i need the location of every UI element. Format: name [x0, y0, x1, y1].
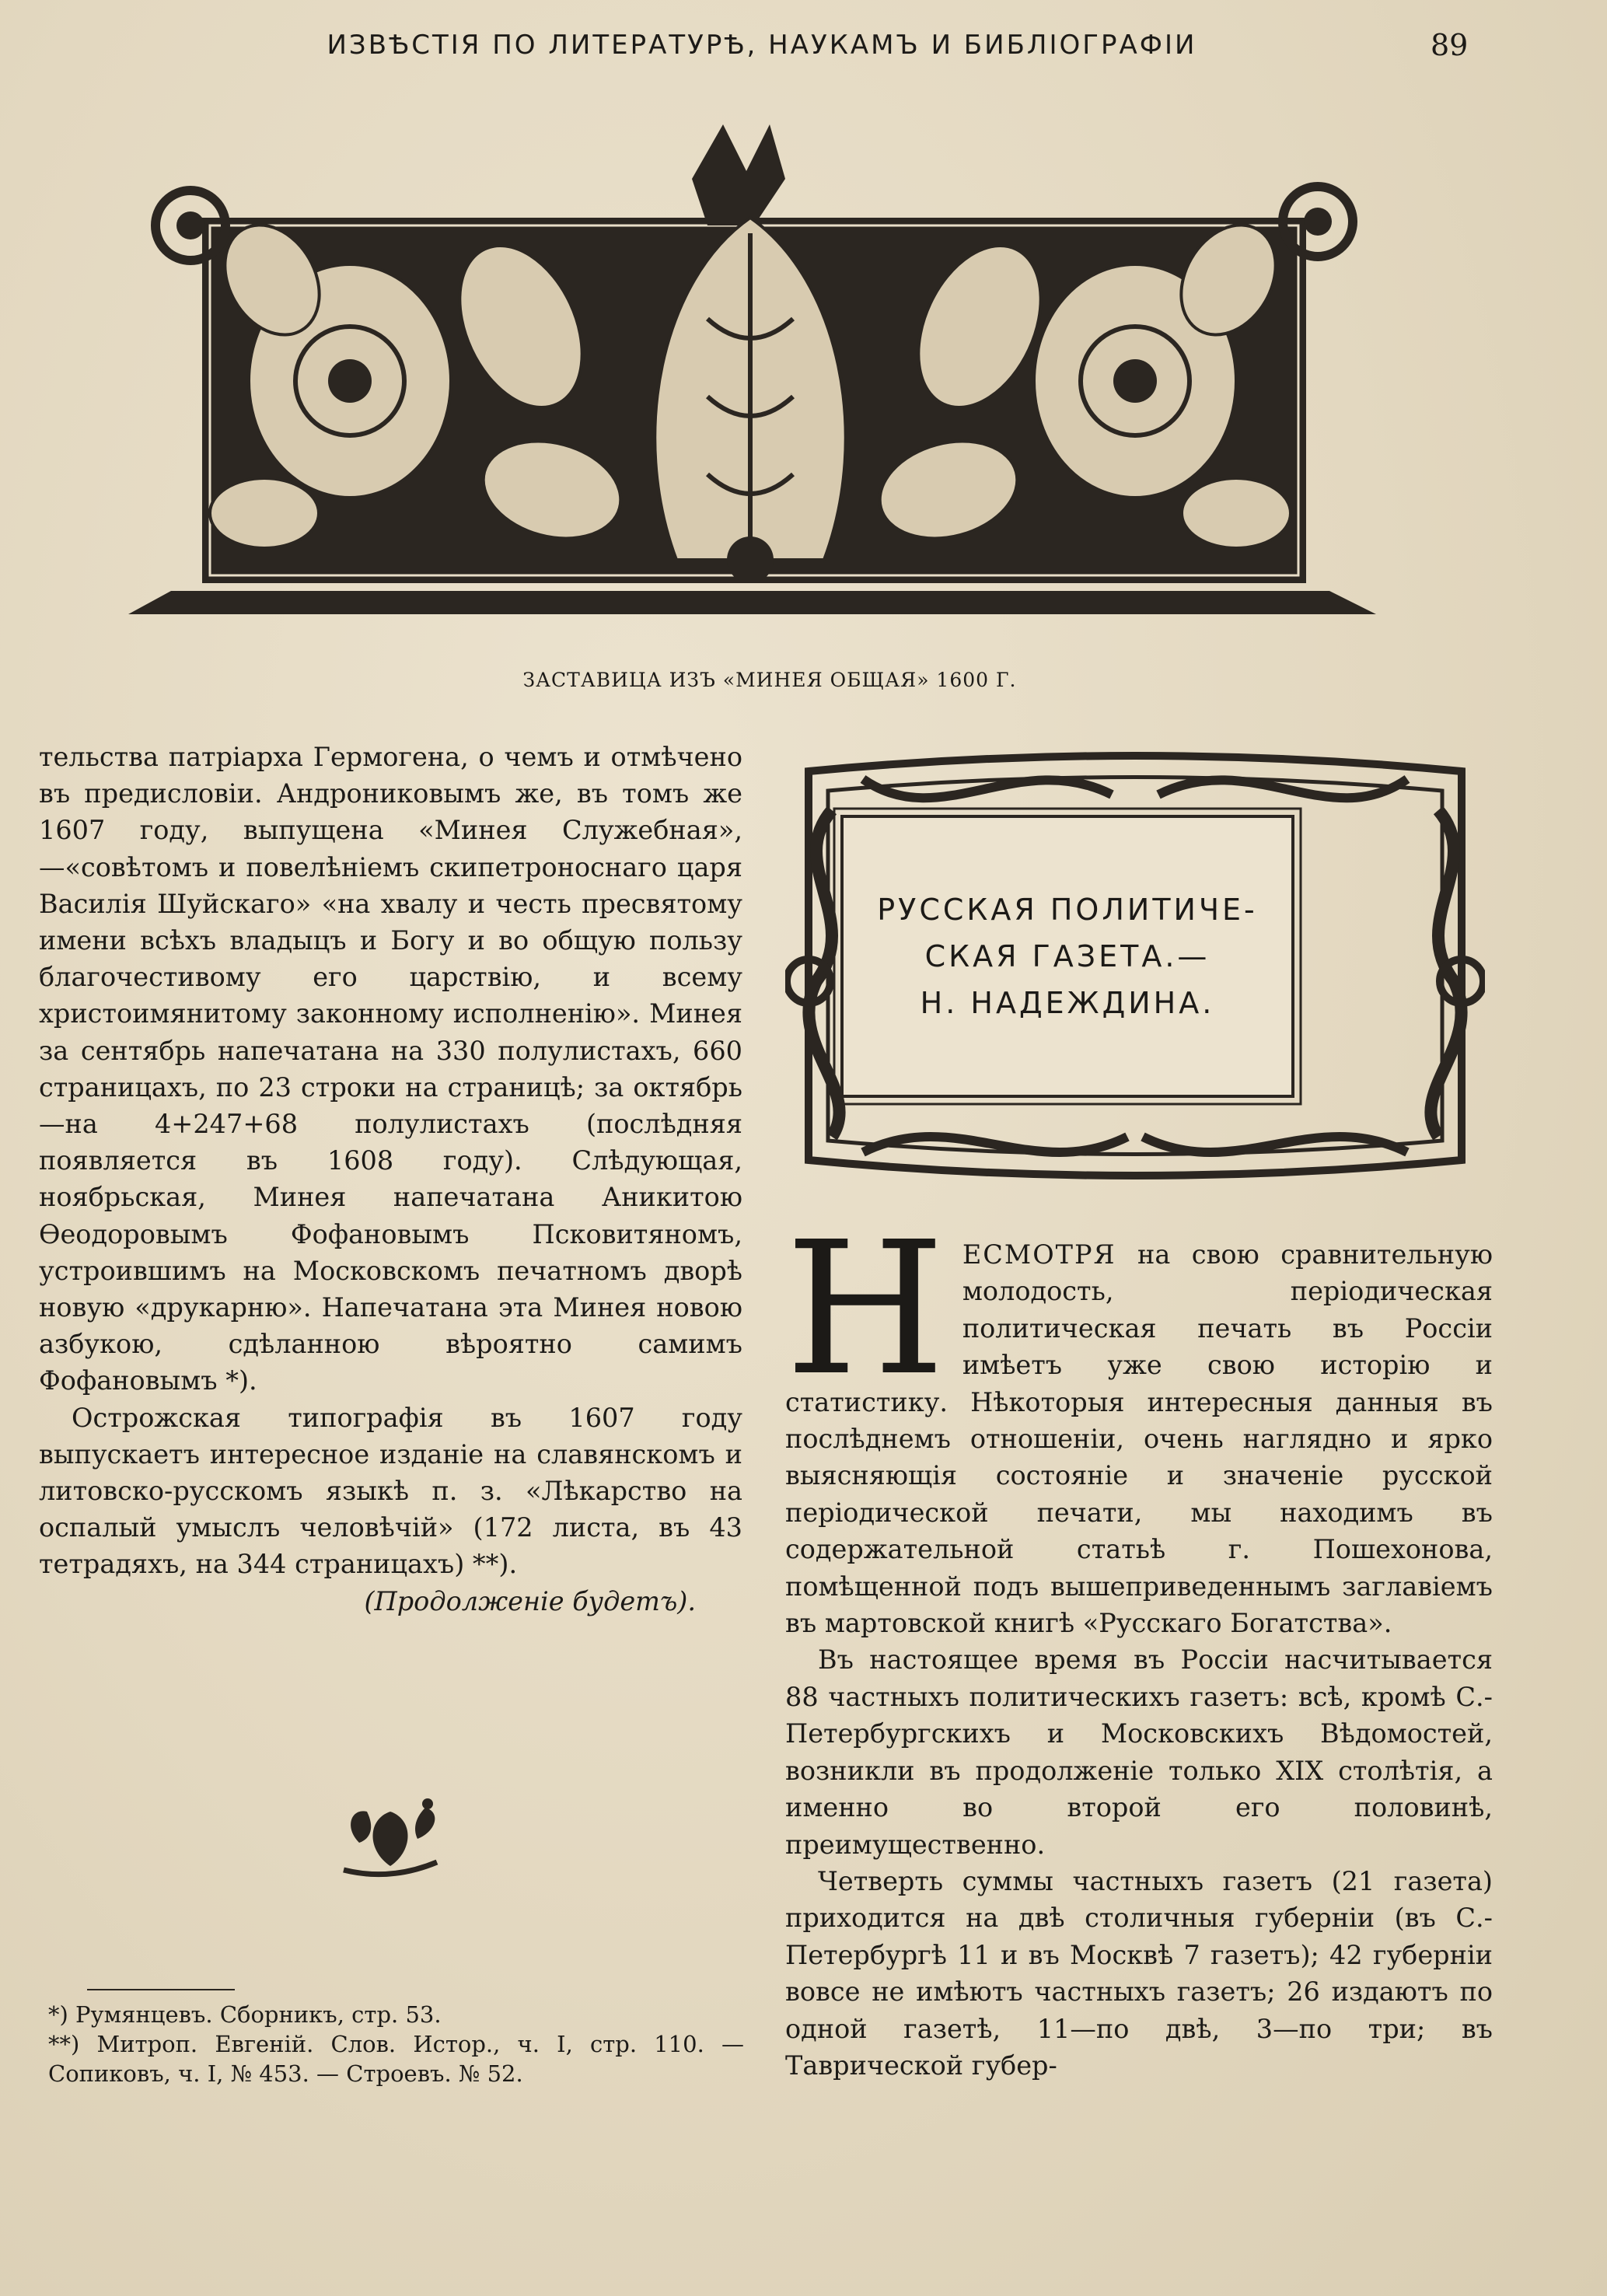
headpiece-caption: ЗАСТАВИЦА ИЗЪ «МИНЕЯ ОБЩАЯ» 1600 Г.: [522, 669, 1017, 691]
footnote-1: *) Румянцевъ. Сборникъ, стр. 53.: [48, 2001, 442, 2028]
footnotes: [48, 2000, 744, 2088]
running-head: ИЗВѢСТІЯ ПО ЛИТЕРАТУРѢ, НАУКАМЪ И БИБЛІОГРАФІИ: [327, 30, 1197, 61]
floral-vignette-icon: [336, 1796, 445, 1882]
article-paragraph-1: [785, 1202, 1493, 1641]
article-paragraph-3: Четверть суммы частныхъ газетъ (21 газета) приходится на двѣ столичныя губерніи (въ С.-Петербургѣ 11 и въ Москвѣ 7 газетъ); 42 губерніи вовсе не имѣютъ частныхъ газетъ; 26 издаютъ по одной газетѣ, 11—по двѣ, 3—по три; въ Таврической губер-: [785, 1865, 1493, 2081]
page-number: 89: [1431, 28, 1469, 62]
right-column: [785, 1202, 1493, 2084]
article-title-line-2: СКАЯ ГАЗЕТА.—: [924, 939, 1210, 973]
left-column: [39, 739, 742, 1620]
left-paragraph-1: тельства патріарха Гермогена, о чемъ и отмѣчено въ предисловіи. Андрониковымъ же, въ томъ же 1607 году, выпущена «Минея Служебная»,—«совѣтомъ и повелѣніемъ скипетроноснаго царя Василія Шуйскаго» «на хвалу и честь пресвятому имени всѣхъ владыцъ и Богу и во общую пользу благочестивому его царствію, и всему христоимянитому законному исполненію». Минея за сентябрь напечатана на 330 полулистахъ, 660 страницахъ, по 23 строки на страницѣ; за октябрь—на 4+247+68 полулистахъ (послѣдняя появляется въ 1608 году). Слѣдующая, ноябрьская, Минея напечатана Аникитою Ѳеодоровымъ Фофановымъ Псковитяномъ, устроившимъ на Московскомъ печатномъ дворѣ новую «друкарню». Напечатана эта Минея новою азбукою, сдѣланною вѣроятно самимъ Фофановымъ *).: [39, 742, 742, 1396]
ornamental-headpiece: [117, 124, 1384, 630]
footnote-2: **) Митроп. Евгеній. Слов. Истор., ч. I, стр. 110. — Сопиковъ, ч. I, № 453. — Строевъ. № 52.: [48, 2031, 744, 2087]
drop-cap: Н: [785, 1202, 945, 1416]
article-first-words: ЕСМОТРЯ: [962, 1239, 1116, 1270]
article-paragraph-2: Въ настоящее время въ Россіи насчитывается 88 частныхъ политическихъ газетъ: всѣ, кромѣ С.-Петербургскихъ и Московскихъ Вѣдомостей, возникли въ продолженіе только XIX столѣтія, а именно во второй его половинѣ, преимущественно.: [785, 1644, 1493, 1860]
article-title-line-3: Н. НАДЕЖДИНА.: [920, 986, 1215, 1020]
to-be-continued: (Продолженіе будетъ).: [364, 1585, 696, 1616]
article-title-line-1: РУССКАЯ ПОЛИТИЧЕ-: [877, 893, 1258, 927]
footnote-rule: [87, 1989, 235, 1990]
article-paragraph-1-text: на свою сравнительную молодость, періодическая политическая печать въ Россіи имѣетъ уже свою исторію и статистику. Нѣкоторыя интересныя данныя въ послѣднемъ отношеніи, очень наглядно и ярко выясняющія состояніе и значеніе русской періодической печати, мы находимъ въ содержательной статьѣ г. Пошехонова, помѣщенной подъ вышеприведеннымъ заглавіемъ въ мартовской книгѣ «Русскаго Богатства».: [785, 1239, 1493, 1639]
article-title: [842, 816, 1293, 1096]
left-paragraph-2: Острожская типографія въ 1607 году выпускаетъ интересное изданіе на славянскомъ и литовско-русскомъ языкѣ п. з. «Лѣкарство на оспалый умыслъ человѣчій» (172 листа, въ 43 тетрадяхъ, на 344 страницахъ) **).: [39, 1402, 742, 1580]
